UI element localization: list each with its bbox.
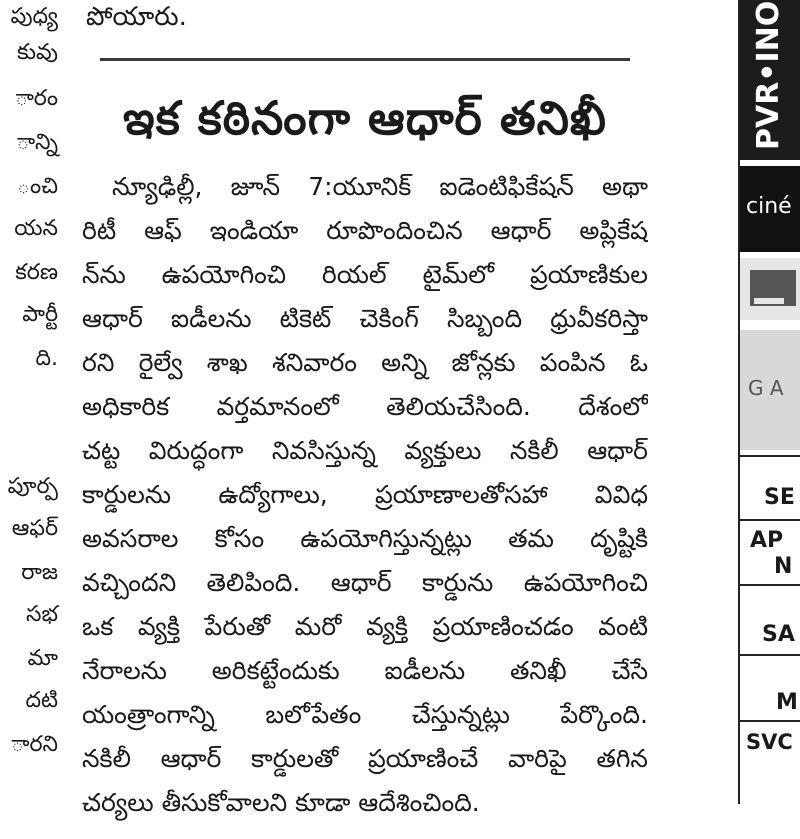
brand-logo-ad (740, 258, 800, 320)
article-line: రని రైల్వే శాఖ శనివారం అన్ని జోన్లకు పంపిన ఓ (82, 348, 648, 377)
left-fragment-line: సభ (26, 602, 58, 627)
left-fragment-line: పుధ్య (10, 4, 58, 29)
advertisement-strip (738, 0, 800, 804)
left-fragment-line: కరణ (15, 260, 58, 285)
previous-article-tail: పోయారు. (86, 2, 187, 32)
article-line: నేరాలను అరికట్టేందుకు ఐడీలను తనిఖీ చేసే (82, 656, 648, 685)
left-fragment-line: ంచి (17, 174, 58, 199)
pvr-inox-ad (740, 0, 800, 160)
article-line: నకిలీ ఆధార్ కార్డులతో ప్రయాణించే వారిపై తగిన (82, 744, 648, 773)
left-fragment-line: యన (14, 216, 58, 241)
left-column-fragment (0, 0, 64, 839)
article-line: వచ్చిందని తెలిపింది. ఆధార్ కార్డును ఉపయోగించి (82, 568, 648, 597)
article-body (82, 165, 648, 825)
cine-logo-text: ciné (746, 194, 792, 219)
sa-ad-text: SA (762, 622, 795, 647)
article-line: రిటీ ఆఫ్ ఇండియా రూపొందించిన ఆధార్ అప్లికేష (82, 216, 648, 245)
left-fragment-line: మా (27, 646, 58, 671)
article-column (82, 0, 648, 839)
ap-ad-text: AP (750, 528, 784, 553)
svc-ad (740, 720, 800, 762)
article-line: ఒక వ్యక్తి పేరుతో మరో వ్యక్తి ప్రయాణించడం వంటి (82, 612, 648, 641)
article-headline: ఇక కఠినంగా ఆధార్ తనిఖీ (123, 91, 607, 145)
article-line: అధికారిక వర్తమానంలో తెలియచేసింది. దేశంలో (82, 392, 648, 421)
left-fragment-line: పూర్ప (7, 474, 58, 499)
article-line: కార్డులను ఉద్యోగాలు, ప్రయాణాలతోసహా వివిధ (82, 480, 648, 509)
article-line: అవసరాల కోసం ఉపయోగిస్తున్నట్లు తమ దృష్టికి (82, 524, 648, 553)
gray-ad (740, 330, 800, 450)
left-fragment-line: ారం (15, 86, 58, 111)
left-fragment-line: ఆఫర్ (11, 516, 58, 541)
section-divider (100, 58, 630, 61)
article-line: యంత్రాంగాన్ని బలోపేతం చేస్తున్నట్లు పేర్కొంది. (82, 700, 648, 729)
sep-ad-text: SE (764, 485, 795, 510)
article-line: చట్ట విరుద్ధంగా నివసిస్తున్న వ్యక్తులు నకిలీ ఆధార్ (82, 436, 648, 465)
article-line: ఆధార్ ఐడీలను టికెట్ చెకింగ్ సిబ్బంది ధ్రువీకరిస్తా (82, 304, 648, 333)
sep-ad (740, 455, 800, 521)
m-ad-text: M (776, 690, 798, 715)
ap-ad-text-2: N (774, 554, 793, 579)
cine-ad (740, 166, 800, 252)
left-fragment-line: దటి (25, 688, 58, 713)
pvr-inox-logo-text: PVR•INO (751, 0, 786, 150)
left-fragment-line: ారని (11, 732, 58, 757)
left-fragment-line: ాన్ని (16, 130, 58, 155)
left-fragment-line: రాజ (21, 560, 58, 585)
svc-ad-text: SVC (746, 730, 793, 754)
article-line: న్యూఢిల్లీ, జూన్ 7:యూనిక్ ఐడెంటిఫికేషన్ అథా (112, 172, 648, 201)
ap-ad (740, 520, 800, 586)
gray-ad-text: G A (748, 376, 784, 400)
article-line: చర్యలు తీసుకోవాలని కూడా ఆదేశించింది. (82, 788, 480, 817)
left-fragment-line: కువు (16, 40, 58, 65)
sa-ad (740, 588, 800, 656)
left-fragment-line: పార్టీ (22, 302, 58, 327)
article-line: న్‌ను ఉపయోగించి రియల్ టైమ్‌లో ప్రయాణికుల (82, 260, 648, 289)
left-fragment-line: ది. (35, 346, 58, 371)
m-ad (740, 658, 800, 718)
